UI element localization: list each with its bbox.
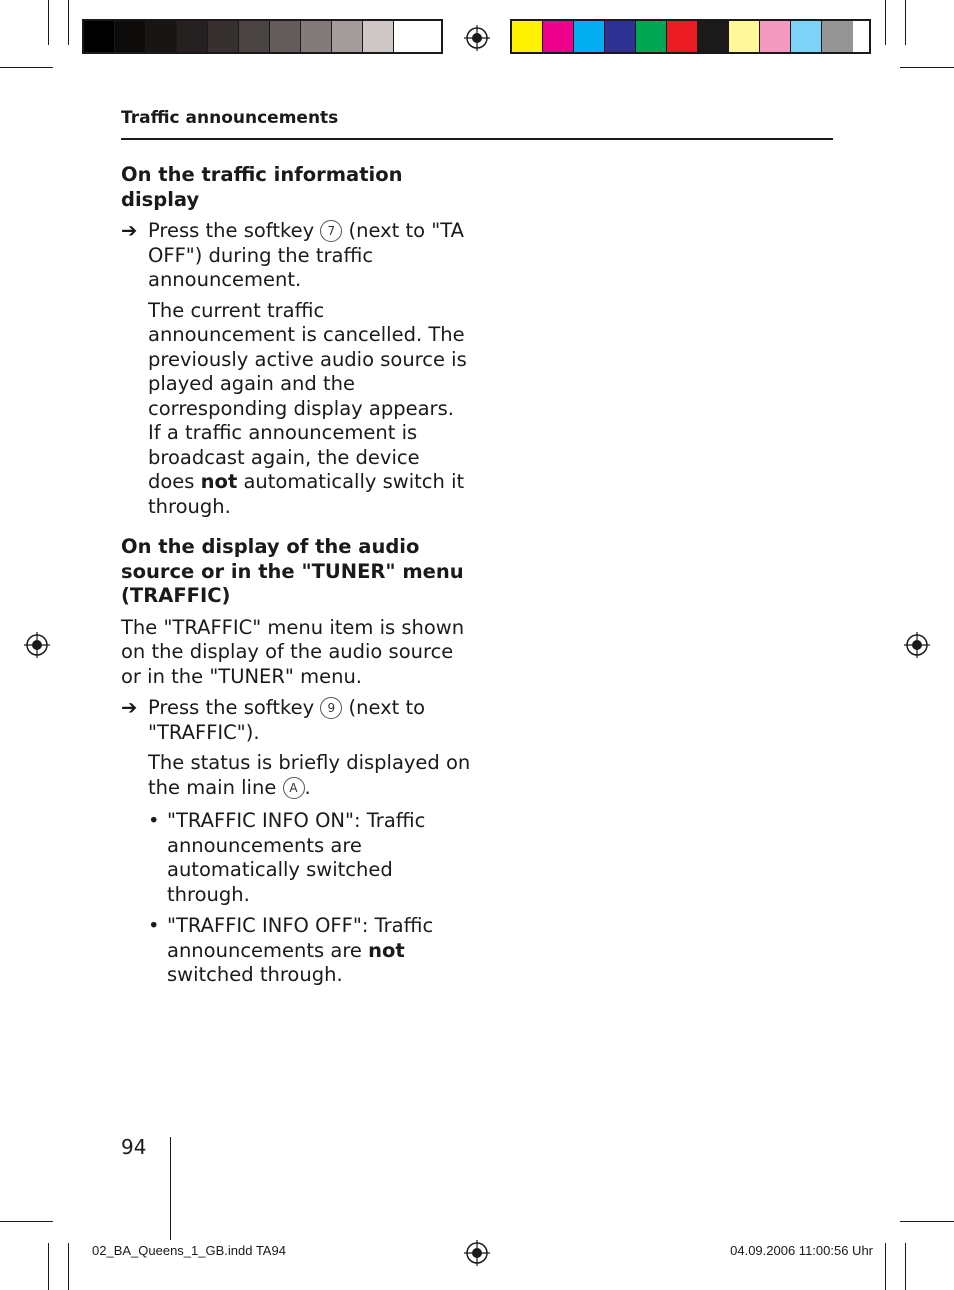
bullet-item: • "TRAFFIC INFO ON": Traffic announcements are automatically switched through. (148, 809, 426, 906)
color-swatch (394, 21, 425, 52)
color-swatch (301, 21, 332, 52)
color-swatch (208, 21, 239, 52)
result-paragraph: The current traffic announcement is cancelled. The previously active audio source is played again and the corresponding display appears. If a traffic announcement is broadcast again, the device does not automatically switch it through. (148, 298, 467, 518)
registration-mark-icon (24, 632, 50, 658)
crop-mark (900, 67, 954, 68)
crop-mark (885, 1243, 886, 1290)
color-swatch (512, 21, 543, 52)
color-swatch (605, 21, 636, 52)
softkey-number-badge: 7 (320, 220, 342, 242)
bullet-item: • "TRAFFIC INFO OFF": Traffic announcements are not switched through. (148, 914, 434, 986)
crop-mark (885, 0, 886, 45)
arrow-icon: ➔ (121, 696, 138, 719)
main-column (121, 163, 471, 988)
color-swatch (115, 21, 146, 52)
color-swatch (363, 21, 394, 52)
arrow-icon: ➔ (121, 219, 138, 242)
softkey-number-badge: 9 (320, 697, 342, 719)
crop-mark (0, 1221, 53, 1222)
color-swatch (574, 21, 605, 52)
process-color-bar (510, 19, 871, 54)
bullet-icon: • (148, 809, 160, 832)
crop-mark (68, 0, 69, 45)
section-heading: On the traffic information display (121, 163, 403, 211)
running-header: Traffic announcements (121, 108, 339, 128)
color-swatch (146, 21, 177, 52)
color-swatch (270, 21, 301, 52)
footer-timestamp: 04.09.2006 11:00:56 Uhr (730, 1243, 873, 1258)
footer-file-info: 02_BA_Queens_1_GB.indd TA94 (92, 1243, 286, 1258)
bullet-icon: • (148, 914, 160, 937)
crop-mark (48, 0, 49, 45)
crop-mark (0, 67, 53, 68)
color-swatch (239, 21, 270, 52)
color-swatch (543, 21, 574, 52)
status-paragraph: The status is briefly displayed on the main line A . (148, 751, 471, 799)
color-swatch (729, 21, 760, 52)
page-number-rule (170, 1137, 171, 1240)
registration-mark-icon (464, 1240, 490, 1266)
crop-mark (905, 0, 906, 45)
display-label-badge: A (283, 777, 305, 799)
color-swatch (84, 21, 115, 52)
color-swatch (698, 21, 729, 52)
color-swatch (332, 21, 363, 52)
grayscale-color-bar (82, 19, 443, 54)
color-swatch (760, 21, 791, 52)
color-swatch (667, 21, 698, 52)
registration-mark-icon (464, 25, 490, 51)
color-swatch (177, 21, 208, 52)
registration-mark-icon (904, 632, 930, 658)
crop-mark (68, 1243, 69, 1290)
crop-mark (905, 1243, 906, 1290)
instruction-step: ➔ Press the softkey 9 (next to "TRAFFIC"). (121, 696, 426, 744)
crop-mark (48, 1243, 49, 1290)
instruction-step: ➔ Press the softkey 7 (next to "TA OFF") during the traffic announcement. (121, 219, 464, 291)
color-swatch (636, 21, 667, 52)
color-swatch (822, 21, 853, 52)
crop-mark (900, 1221, 954, 1222)
color-swatch (791, 21, 822, 52)
section-heading: On the display of the audio source or in the "TUNER" menu (TRAFFIC) (121, 535, 464, 607)
page-number: 94 (121, 1135, 147, 1159)
header-rule (121, 138, 833, 140)
intro-paragraph: The "TRAFFIC" menu item is shown on the display of the audio source or in the "TUNER" menu. (121, 615, 465, 688)
